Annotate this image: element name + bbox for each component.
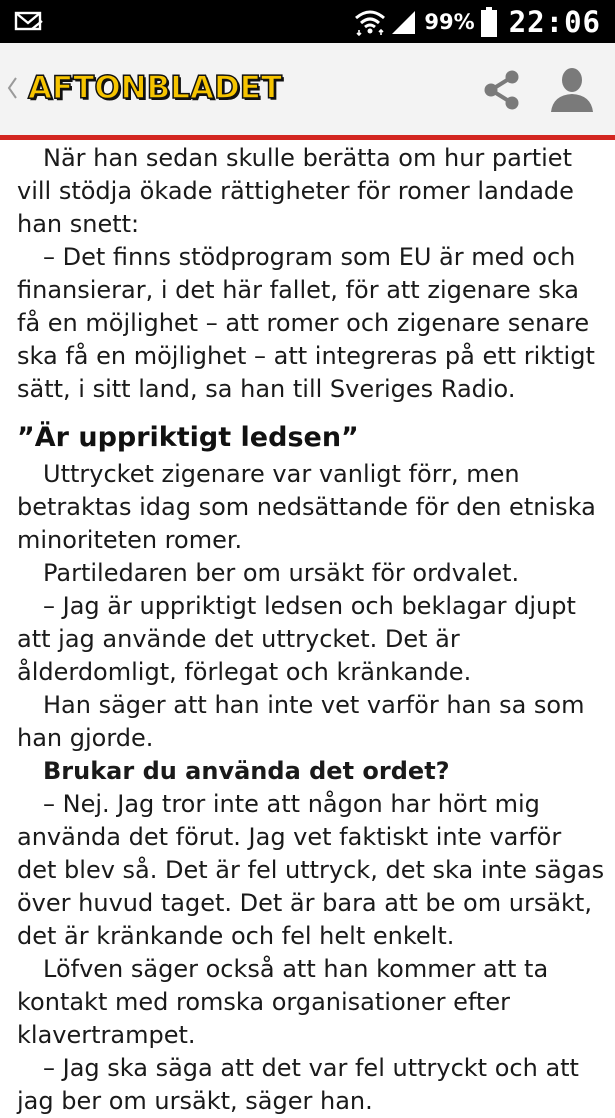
article-subheading: ”Är uppriktigt ledsen” — [17, 422, 359, 453]
clock: 22:06 — [508, 4, 601, 39]
user-icon[interactable] — [549, 67, 595, 113]
battery-icon — [481, 7, 497, 37]
aftonbladet-logo[interactable] — [28, 69, 282, 107]
article-paragraph: – Jag är uppriktigt ledsen och beklagar djupt att jag använde det uttrycket. Det är ålderdomligt, förlegat och kränkande. — [17, 592, 576, 686]
status-bar — [0, 0, 615, 43]
article-paragraph: Han säger att han inte vet varför han sa som han gjorde. — [17, 691, 585, 752]
status-icons — [354, 0, 601, 43]
article-paragraph: – Det finns stödprogram som EU är med och finansierar, i det här fallet, för att zigenare ska få en möjlighet – att romer och zigenare senare ska få en möjlighet – att integreras på ett riktigt sätt, i sitt land, sa han till Sveriges Radio. — [17, 243, 595, 403]
interview-question: Brukar du använda det ordet? — [43, 757, 450, 785]
wifi-icon — [354, 8, 386, 36]
article-paragraph: Löfven säger också att han kommer att ta kontakt med romska organisationer efter klavertrampet. — [17, 955, 549, 1049]
logo-text: AFTONBLADET — [28, 69, 283, 106]
signal-icon — [390, 9, 416, 35]
article-body[interactable] — [17, 142, 607, 1118]
article-paragraph: När han sedan skulle berätta om hur partiet vill stödja ökade rättigheter för romer landade han snett: — [17, 144, 574, 238]
article-paragraph: – Nej. Jag tror inte att någon har hört mig använda det förut. Jag vet faktiskt inte varför det blev så. Det är fel uttryck, det ska inte sägas över huvud taget. Det är bara att be om ursäkt, det är kränkande och fel helt enkelt. — [17, 790, 605, 950]
back-icon[interactable] — [6, 76, 18, 100]
share-icon[interactable] — [481, 69, 523, 111]
mail-icon[interactable] — [14, 10, 44, 32]
header-divider — [0, 135, 615, 140]
article-paragraph: Partiledaren ber om ursäkt för ordvalet. — [43, 559, 520, 587]
article-paragraph: Uttrycket zigenare var vanligt förr, men betraktas idag som nedsättande för den etniska minoriteten romer. — [17, 460, 596, 554]
article-paragraph: – Jag ska säga att det var fel uttryckt och att jag ber om ursäkt, säger han. — [17, 1054, 579, 1115]
battery-percent: 99% — [424, 9, 475, 34]
app-bar — [0, 43, 615, 135]
